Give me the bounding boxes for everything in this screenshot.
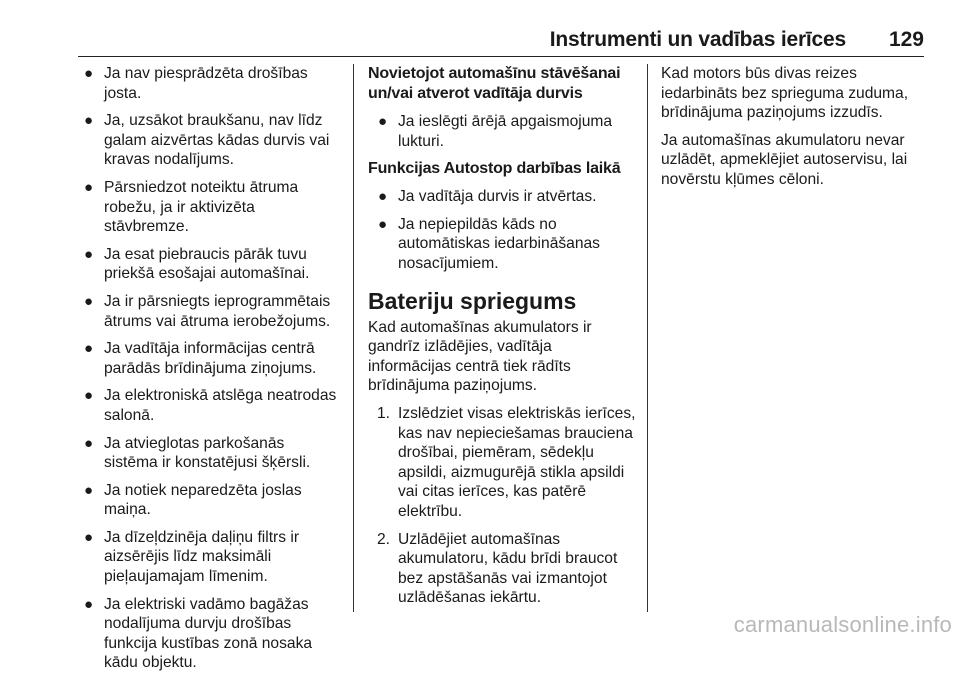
- paragraph: Kad motors būs divas reizes iedarbināts bez sprieguma zuduma, brīdinājuma paziņojums izzudīs.: [661, 65, 909, 122]
- list-item: ● Ja dīzeļdzinēja daļiņu filtrs ir aizsērējis līdz maksimāli pieļaujamajam līmenim.: [84, 528, 300, 586]
- autostop-heading: Funkcijas Autostop darbības laikā: [368, 160, 621, 178]
- bullet-icon: ●: [84, 112, 94, 130]
- header-divider: [78, 56, 924, 57]
- list-item: ● Ja esat piebraucis pārāk tuvu priekšā esošajai automašīnai.: [84, 245, 310, 283]
- step-item: 2. Uzlādējiet automašīnas akumulatoru, kādu brīdi braucot bez apstāšanās vai izmantojot uzlādēšanas iekārtu.: [377, 530, 618, 607]
- bullet-icon: ●: [84, 178, 94, 196]
- bullet-icon: ●: [84, 595, 94, 613]
- list-item: ● Ja vadītāja durvis ir atvērtas.: [378, 188, 597, 206]
- list-item: ● Ja nav piesprādzēta drošības josta.: [84, 65, 308, 102]
- bullet-icon: ●: [84, 434, 94, 452]
- list-item: ● Ja ir pārsniegts ieprogrammētais ātrums vai ātruma ierobežojums.: [84, 292, 331, 330]
- page-title: Instrumenti un vadības ierīces: [549, 28, 846, 51]
- column-divider-2: [647, 64, 648, 612]
- bullet-icon: ●: [84, 65, 94, 82]
- bullet-icon: ●: [84, 481, 94, 499]
- list-item: ● Ja notiek neparedzēta joslas maiņa.: [84, 481, 302, 519]
- list-item: ● Ja elektroniskā atslēga neatrodas salonā.: [84, 387, 337, 424]
- bullet-icon: ●: [84, 245, 94, 263]
- bullet-icon: ●: [84, 528, 94, 546]
- battery-intro-paragraph: Kad automašīnas akumulators ir gandrīz izlādējies, vadītāja informācijas centrā tiek rādīts brīdinājuma paziņojums.: [368, 318, 592, 395]
- bullet-icon: ●: [84, 292, 94, 310]
- list-item: ● Ja atvieglotas parkošanās sistēma ir konstatējusi šķērsli.: [84, 434, 311, 472]
- bullet-icon: ●: [84, 340, 94, 358]
- bullet-icon: ●: [378, 188, 388, 206]
- autostop-conditions-list: [368, 187, 636, 273]
- watermark: carmanualsonline.info: [733, 612, 952, 637]
- step-item: 1. Izslēdziet visas elektriskās ierīces, kas nav nepieciešamas brauciena drošībai, piemēram, sēdekļu apsildi, aizmugurējā stikla apsildi vai citas ierīces, kas patērē elektrību.: [377, 404, 636, 520]
- bullet-icon: ●: [378, 113, 388, 130]
- column-2: [368, 64, 636, 616]
- parking-heading: Novietojot automašīnu stāvēšanai un/vai atverot vadītāja durvis: [368, 65, 621, 102]
- parking-conditions-list: [368, 112, 636, 151]
- column-3: [661, 64, 923, 198]
- bullet-icon: ●: [84, 387, 94, 405]
- list-item: ● Pārsniedzot noteiktu ātruma robežu, ja ir aktivizēta stāvbremze.: [84, 178, 299, 236]
- list-item: ● Ja elektriski vadāmo bagāžas nodalījuma durvju drošības funkcija kustības zonā nosaka kādu objektu.: [84, 595, 313, 672]
- column-divider-1: [353, 64, 354, 612]
- page-header: [0, 0, 960, 56]
- list-item: ● Ja, uzsākot braukšanu, nav līdz galam aizvērtas kādas durvis vai kravas nodalījums.: [84, 112, 330, 169]
- bullet-icon: ●: [378, 215, 388, 233]
- battery-voltage-heading: Bateriju spriegums: [368, 287, 577, 314]
- battery-steps-list: [368, 404, 636, 608]
- list-item: ● Ja ieslēgti ārējā apgaismojuma lukturi.: [378, 113, 613, 150]
- list-item: ● Ja vadītāja informācijas centrā parādās brīdinājuma ziņojums.: [84, 340, 317, 377]
- list-item: ● Ja nepiepildās kāds no automātiskas iedarbināšanas nosacījumiem.: [378, 215, 600, 272]
- page-number: 129: [888, 28, 924, 51]
- paragraph: Ja automašīnas akumulatoru nevar uzlādēt, apmeklējiet autoservisu, lai novērstu kļūmes cēloni.: [661, 131, 908, 188]
- column-1: [80, 64, 342, 681]
- warning-conditions-list: [80, 64, 342, 673]
- step-number: 2.: [377, 530, 391, 548]
- step-number: 1.: [377, 404, 391, 422]
